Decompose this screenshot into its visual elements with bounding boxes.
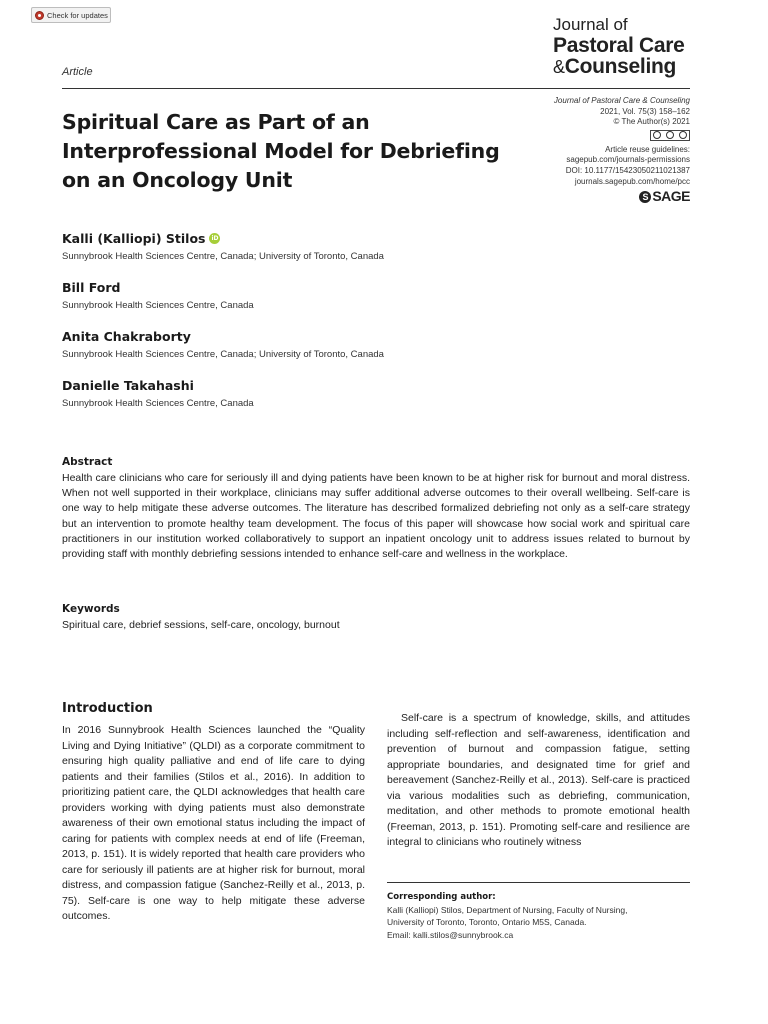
meta-reuse-label: Article reuse guidelines: [605, 144, 690, 154]
journal-logo-amp: & [553, 57, 565, 77]
article-meta [500, 96, 690, 203]
author-name: Anita Chakraborty [62, 329, 191, 344]
author-name [62, 231, 622, 246]
author-name: Danielle Takahashi [62, 378, 194, 393]
journal-logo-line3-text: Counseling [564, 55, 677, 78]
meta-copyright: © The Author(s) 2021 [613, 117, 690, 127]
introduction-heading: Introduction [62, 701, 153, 716]
author-affiliation: Sunnybrook Health Sciences Centre, Canada [62, 398, 254, 409]
author-block [62, 329, 622, 360]
crossmark-icon [35, 11, 44, 20]
author-name-text: Kalli (Kalliopi) Stilos [62, 231, 206, 246]
author-name: Bill Ford [62, 280, 121, 295]
author-block [62, 378, 622, 409]
journal-logo [553, 16, 753, 77]
sage-logo [500, 188, 690, 205]
meta-home-link[interactable]: journals.sagepub.com/home/pcc [574, 176, 690, 186]
abstract-heading: Abstract [62, 456, 113, 468]
introduction-paragraph-left: In 2016 Sunnybrook Health Sciences launched the “Quality Living and Dying Initiative” (QLDI) as a corporate commitment to ensuring high quality palliative and end of life care to dying patients and their families (Stilos et al., 2016). In addition to prioritizing patient care, the QLDI acknowledges that health care providers working with dying patients must also demonstrate awareness of their own emotional status including the impact of caring for patients with complex needs at end of life (Freeman, 2013, p. 151). It is widely reported that health care providers who care for seriously ill patients are at higher risk for burnout, moral distress, and compassion fatigue (Sanchez-Reilly et al., 2013, p. 75). Self-care is one way to help mitigate these adverse outcomes. [62, 724, 365, 922]
corresponding-author-line2: University of Toronto, Toronto, Ontario M5S, Canada. [387, 917, 587, 928]
journal-logo-line2: Pastoral Care [553, 34, 685, 57]
meta-doi[interactable]: DOI: 10.1177/15423050211021387 [565, 165, 690, 175]
sage-logo-text: SAGE [652, 188, 690, 205]
meta-volume: 2021, Vol. 75(3) 158–162 [600, 106, 690, 116]
orcid-icon[interactable]: iD [211, 235, 219, 242]
corresponding-author-note [387, 891, 690, 941]
creative-commons-icon[interactable] [650, 130, 690, 141]
author-affiliation: Sunnybrook Health Sciences Centre, Canada; University of Toronto, Canada [62, 349, 384, 360]
author-block [62, 231, 622, 262]
meta-reuse-link[interactable]: sagepub.com/journals-permissions [566, 155, 690, 165]
introduction-paragraph-right: Self-care is a spectrum of knowledge, skills, and attitudes including self-reflection and self-awareness, identification and prevention of burnout and compassion fatigue, setting appropriate boundaries, and designated time for grief and bereavement (Sanchez-Reilly et al., 2013). Self-care is practiced via various modalities such as debriefing, communication, meditation, and other methods to promote emotional health (Freeman, 2013, p. 151). Promoting self-care and resilience are integral to clinicians who routinely witness [387, 712, 690, 848]
journal-logo-line1: Journal of [553, 15, 628, 34]
author-affiliation: Sunnybrook Health Sciences Centre, Canada; University of Toronto, Canada [62, 251, 384, 262]
check-for-updates-button[interactable] [31, 7, 111, 23]
corresponding-author-email[interactable]: Email: kalli.stilos@sunnybrook.ca [387, 929, 514, 940]
header-divider [62, 88, 690, 89]
corresponding-author-line1: Kalli (Kalliopi) Stilos, Department of Nursing, Faculty of Nursing, [387, 904, 628, 915]
meta-journal-name: Journal of Pastoral Care & Counseling [553, 96, 690, 105]
footnote-divider [387, 882, 690, 883]
check-for-updates-label: Check for updates [47, 10, 108, 20]
sage-logo-icon: S [639, 191, 651, 203]
keywords-text: Spiritual care, debrief sessions, self-care, oncology, burnout [62, 619, 340, 631]
corresponding-author-heading: Corresponding author: [387, 892, 496, 902]
keywords-heading: Keywords [62, 603, 120, 615]
author-block [62, 280, 622, 311]
paper-title: Spiritual Care as Part of an Interprofessional Model for Debriefing on an Oncology Unit [62, 110, 500, 192]
article-type-label: Article [62, 66, 93, 78]
author-affiliation: Sunnybrook Health Sciences Centre, Canada [62, 300, 254, 311]
abstract-text: Health care clinicians who care for seriously ill and dying patients have been known to be at higher risk for burnout and moral distress. When not well supported in their workplace, clinicians may suffer additional adverse outcomes to their overall wellbeing. Self-care is one way to help mitigate these adverse outcomes. The literature has described formalized debriefing not only as a self-care strategy but an intervention to promote healthy team development. The focus of this paper will showcase how social work and spiritual care practitioners in our institution worked collaboratively to support an inpatient oncology unit to address issues related to burnout by providing staff with monthly debriefing sessions intended to enhance self-care and wellness in the workplace. [62, 472, 690, 561]
journal-logo-line3 [553, 56, 753, 77]
